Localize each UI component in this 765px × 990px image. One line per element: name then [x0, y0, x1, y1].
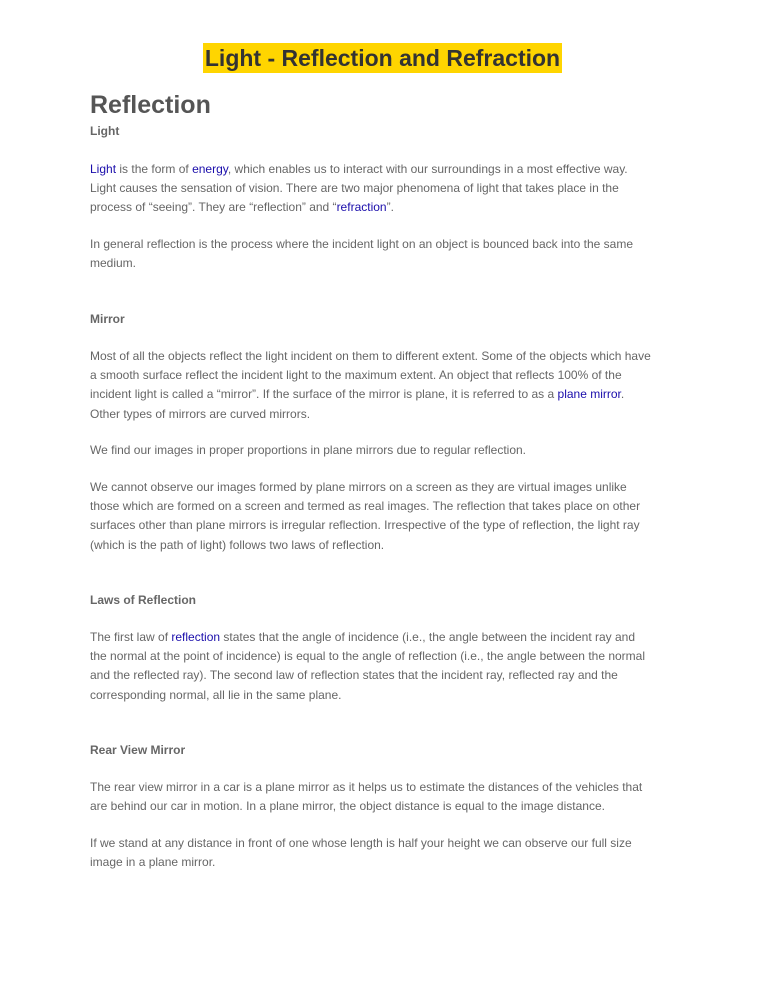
text: , which enables us to interact with our surroundings in a most effective way.	[227, 162, 628, 176]
text-line: the normal at the point of incidence) is equal to the angle of reflection (i.e., the angle between the normal	[90, 649, 646, 664]
paragraph-full-size-image	[90, 834, 690, 872]
section-heading-reflection: Reflection	[90, 91, 211, 119]
paragraph-virtual-images	[90, 478, 690, 555]
text: ”.	[386, 200, 394, 215]
link-light[interactable]: Light	[90, 162, 117, 176]
paragraph-proportions	[90, 441, 690, 460]
paragraph-laws	[90, 628, 690, 705]
text: incident light is called a “mirror”. If the surface of the mirror is plane, it is referred to as a	[90, 387, 558, 402]
paragraph-general-reflection	[90, 235, 690, 273]
text-line: and the reflected ray). The second law of reflection states that the incident ray, reflected ray and the	[90, 668, 618, 683]
text-line: surfaces other than plane mirrors is irregular reflection. Irrespective of the type of reflection, the light ray	[90, 518, 640, 533]
text-line: image in a plane mirror.	[90, 855, 216, 870]
paragraph-light-intro	[90, 160, 690, 218]
subheading-rear-view-mirror: Rear View Mirror	[90, 743, 186, 757]
text-line: In general reflection is the process where the incident light on an object is bounced back into the same	[90, 237, 633, 251]
link-refraction[interactable]: refraction	[336, 200, 387, 215]
link-reflection[interactable]: reflection	[171, 630, 221, 644]
text-line: Most of all the objects reflect the light incident on them to different extent. Some of the objects which have	[90, 349, 651, 363]
link-energy[interactable]: energy	[192, 162, 228, 176]
text-line: a smooth surface reflect the incident light to the maximum extent. An object that reflects 100% of the	[90, 368, 622, 383]
subheading-light: Light	[90, 124, 120, 138]
text-line: Light causes the sensation of vision. There are two major phenomena of light that takes place in the	[90, 181, 619, 196]
text: The first law of	[90, 630, 172, 644]
text-line: those which are formed on a screen and termed as real images. The reflection that takes place on other	[90, 499, 641, 514]
text-line: (which is the path of light) follows two laws of reflection.	[90, 537, 385, 552]
paragraph-mirror	[90, 347, 690, 424]
text: .	[620, 387, 625, 402]
text-line: The rear view mirror in a car is a plane mirror as it helps us to estimate the distances of the vehicles that	[90, 780, 643, 794]
text-line: medium.	[90, 256, 137, 271]
subheading-mirror: Mirror	[90, 312, 125, 326]
text: is the form of	[116, 162, 193, 176]
text: process of “seeing”. They are “reflection” and “	[90, 200, 337, 215]
subheading-laws-of-reflection: Laws of Reflection	[90, 593, 197, 607]
text-line: are behind our car in motion. In a plane mirror, the object distance is equal to the image distance.	[90, 799, 605, 814]
document-title: Light - Reflection and Refraction	[204, 45, 561, 71]
link-plane-mirror[interactable]: plane mirror	[557, 387, 621, 402]
title-container	[0, 43, 765, 73]
text-line: corresponding normal, all lie in the same plane.	[90, 687, 342, 702]
text-line: We cannot observe our images formed by plane mirrors on a screen as they are virtual images unlike	[90, 480, 627, 494]
text: states that the angle of incidence (i.e., the angle between the incident ray and	[220, 630, 636, 644]
text-line: We find our images in proper proportions in plane mirrors due to regular reflection.	[90, 443, 526, 457]
text-line: Other types of mirrors are curved mirrors.	[90, 406, 311, 421]
text-line: If we stand at any distance in front of one whose length is half your height we can observe our full size	[90, 836, 632, 850]
paragraph-rear-view	[90, 778, 690, 816]
